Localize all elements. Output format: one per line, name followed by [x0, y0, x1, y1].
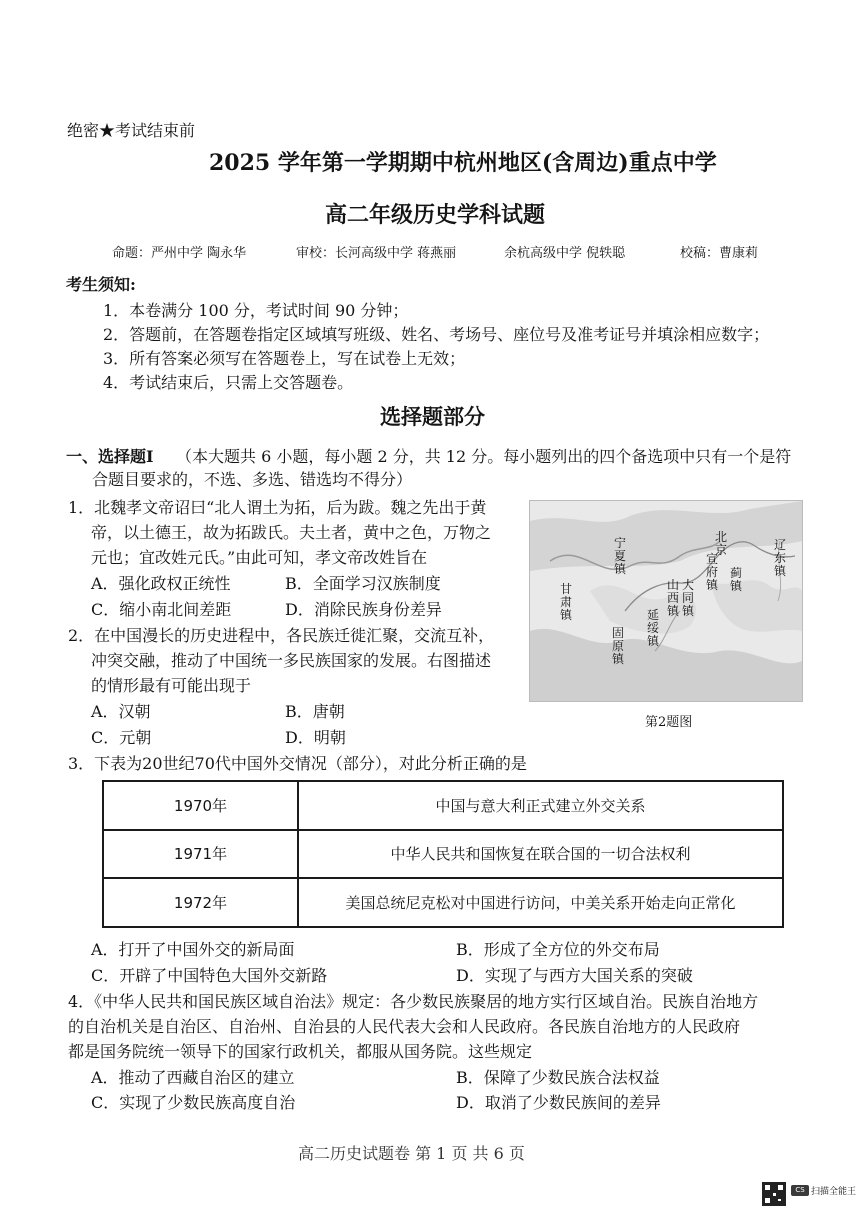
q2-option-b: B．唐朝: [285, 702, 345, 721]
q2-stem: 冲突交融，推动了中国统一多民族国家的发展。右图描述: [91, 651, 492, 670]
q3-stem: 3．下表为20世纪70代中国外交情况（部分），对此分析正确的是: [68, 754, 527, 773]
table-cell-year: 1972年: [103, 878, 298, 927]
credit-reviewer1: 审校：长河高级中学 蒋燕丽: [296, 246, 457, 261]
table-row: [103, 878, 783, 927]
q3-option-c: C．开辟了中国特色大国外交新路: [91, 966, 328, 985]
q2-stem: 的情形最有可能出现于: [91, 676, 252, 695]
q4-stem: 的自治机关是自治区、自治州、自治县的人民代表大会和人民政府。各民族自治地方的人民政府: [68, 1017, 741, 1036]
map-caption: 第2题图: [645, 715, 693, 730]
q1-stem: 元也；宜改姓元氏。”由此可知，孝文帝改姓旨在: [91, 548, 428, 567]
table-cell-year: 1970年: [103, 781, 298, 830]
q1-stem: 帝，以土德王，故为拓跋氏。夫土者，黄中之色，万物之: [91, 523, 492, 542]
notice-item: 3．所有答案必须写在答题卷上，写在试卷上无效；: [103, 349, 466, 368]
q3-option-b: B．形成了全方位的外交布局: [456, 940, 660, 959]
q2-option-d: D．明朝: [285, 728, 346, 747]
q1-option-d: D．消除民族身份差异: [285, 600, 442, 619]
q4-option-c: C．实现了少数民族高度自治: [91, 1093, 296, 1112]
map-label: 辽东镇: [774, 538, 787, 578]
part-desc: （本大题共 6 小题，每小题 2 分，共 12 分。每小题列出的四个备选项中只有一个是符: [176, 447, 792, 466]
section-title: 选择题部分: [380, 404, 485, 429]
scanner-logo-icon: CS: [791, 1185, 809, 1196]
scanner-name: 扫描全能王: [811, 1187, 857, 1197]
q4-stem: 都是国务院统一领导下的国家行政机关，都服从国务院。这些规定: [68, 1042, 533, 1061]
qr-code-icon: [762, 1182, 786, 1206]
q2-map-figure: [529, 500, 803, 702]
notice-item: 4．考试结束后，只需上交答题卷。: [103, 373, 354, 392]
q4-stem: 4．《中华人民共和国民族区域自治法》规定：各少数民族聚居的地方实行区域自治。民族自治地方: [68, 992, 759, 1011]
notice-item: 1．本卷满分 100 分，考试时间 90 分钟；: [103, 301, 409, 320]
part-desc: 合题目要求的，不选、多选、错选均不得分）: [92, 470, 413, 489]
q2-stem: 2．在中国漫长的历史进程中，各民族迁徙汇聚，交流互补，: [68, 626, 495, 645]
q1-option-c: C．缩小南北间差距: [91, 600, 232, 619]
map-label: 宣府镇: [706, 552, 719, 592]
table-row: [103, 830, 783, 879]
notice-item: 2．答题前，在答题卷指定区域填写班级、姓名、考场号、座位号及准考证号并填涂相应数字；: [103, 325, 770, 344]
table-cell-event: 中华人民共和国恢复在联合国的一切合法权利: [298, 830, 783, 879]
q1-option-b: B．全面学习汉族制度: [285, 574, 441, 593]
table-cell-event: 美国总统尼克松对中国进行访问，中美关系开始走向正常化: [298, 878, 783, 927]
exam-title: 2025 学年第一学期期中杭州地区(含周边)重点中学: [209, 150, 717, 176]
table-row: [103, 781, 783, 830]
page-footer: 高二历史试题卷 第 1 页 共 6 页: [298, 1144, 525, 1163]
credit-proof: 校稿：曹康莉: [680, 246, 759, 261]
q4-option-d: D．取消了少数民族间的差异: [456, 1093, 661, 1112]
part-label: 一、选择题Ⅰ: [66, 447, 154, 466]
notice-heading: 考生须知:: [66, 275, 136, 294]
secret-label: 绝密★考试结束前: [67, 121, 196, 140]
table-cell-event: 中国与意大利正式建立外交关系: [298, 781, 783, 830]
map-label: 山西镇: [667, 578, 680, 618]
credit-reviewer2: 余杭高级中学 倪轶聪: [504, 246, 626, 261]
map-label: 延绥镇: [647, 608, 660, 648]
q4-option-a: A．推动了西藏自治区的建立: [91, 1068, 295, 1087]
map-label: 固原镇: [612, 626, 625, 666]
q3-table: [102, 780, 784, 928]
map-label: 大同镇: [682, 578, 695, 618]
map-label: 宁夏镇: [614, 536, 627, 576]
table-cell-year: 1971年: [103, 830, 298, 879]
q4-option-b: B．保障了少数民族合法权益: [456, 1068, 660, 1087]
q2-option-a: A．汉朝: [91, 702, 151, 721]
q1-option-a: A．强化政权正统性: [91, 574, 231, 593]
credit-author: 命题：严州中学 陶永华: [112, 246, 247, 261]
q2-option-c: C．元朝: [91, 728, 152, 747]
map-label: 蓟镇: [730, 566, 743, 593]
q3-option-a: A．打开了中国外交的新局面: [91, 940, 295, 959]
exam-subtitle: 高二年级历史学科试题: [325, 202, 546, 228]
q1-stem: 1．北魏孝文帝诏曰“北人谓土为拓，后为跋。魏之先出于黄: [68, 498, 487, 517]
map-label: 甘肃镇: [560, 582, 573, 622]
q3-option-d: D．实现了与西方大国关系的突破: [456, 966, 693, 985]
map-label: 北京: [715, 530, 728, 557]
